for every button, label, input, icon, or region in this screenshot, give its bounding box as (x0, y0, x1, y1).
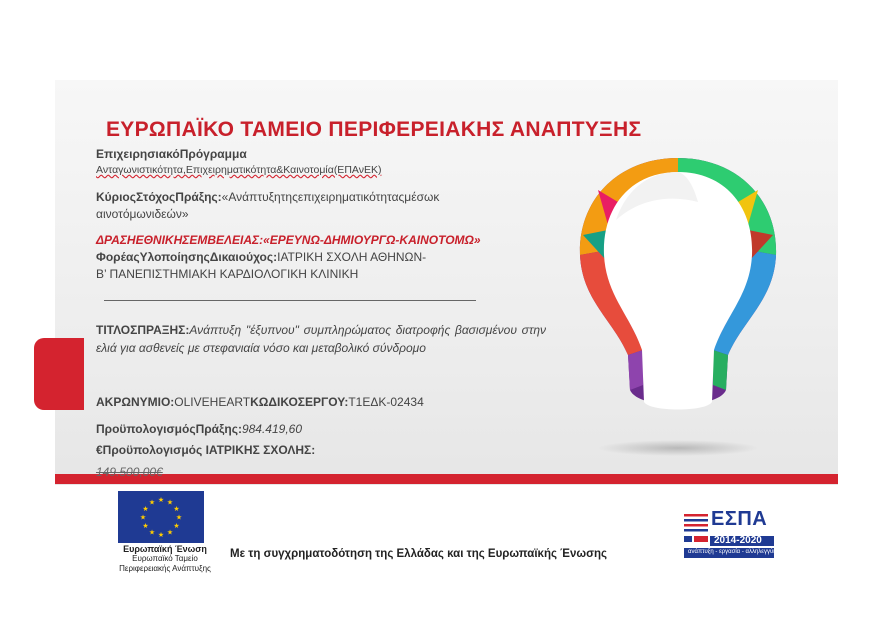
svg-text:★: ★ (142, 505, 149, 513)
acronym-label: ΑΚΡΩΝΥΜΙΟ: (96, 395, 175, 409)
eu-fund-line1: Ευρωπαϊκό Ταμείο (132, 554, 198, 563)
program-label: ΕπιχειρησιακόΠρόγραμμα (96, 147, 247, 161)
divider-line (104, 300, 476, 301)
acronym-value: OLIVEHEART (174, 395, 251, 409)
svg-text:★: ★ (148, 528, 156, 537)
svg-text:★: ★ (173, 505, 180, 513)
beneficiary-line-1 (96, 249, 426, 266)
espa-years: 2014-2020 (714, 535, 762, 546)
code-label: ΚΩΔΙΚΟΣΕΡΓΟΥ: (250, 395, 349, 409)
code-value: Τ1ΕΔΚ-02434 (348, 395, 424, 409)
espa-logo (684, 508, 776, 565)
svg-text:★: ★ (148, 498, 156, 507)
espa-title: ΕΣΠΑ (711, 508, 768, 530)
goal-value-line2: αινοτόμωνιδεών» (96, 207, 189, 221)
project-title-label: ΤΙΤΛΟΣΠΡΑΞΗΣ: (96, 323, 190, 337)
budget-line (96, 421, 302, 438)
red-side-tab (34, 338, 84, 410)
eu-caption (110, 544, 220, 574)
svg-text:★: ★ (142, 522, 149, 530)
eu-flag-icon (118, 491, 204, 543)
beneficiary-label: ΦορέαςΥλοποίησηςΔικαιούχος: (96, 250, 278, 264)
action-heading: ΔΡΑΣΗΕΘΝΙΚΗΣΕΜΒΕΛΕΙΑΣ:«ΕΡΕΥΝΩ-ΔΗΜΙΟΥΡΓΩ-ΚΑΙΝΟΤΟΜΩ» (96, 233, 481, 247)
svg-text:★: ★ (139, 513, 147, 522)
program-value: Ανταγωνιστικότητα,Επιχειρηματικότητα&Καινοτομία(ΕΠΑνΕΚ) (96, 164, 382, 176)
eu-fund-line2: Περιφερειακής Ανάπτυξης (119, 564, 211, 573)
budget-label: ΠροϋπολογισμόςΠράξης: (96, 422, 242, 436)
svg-text:★: ★ (166, 498, 174, 507)
budget-value: 984.419,60 (241, 422, 303, 436)
red-bottom-band (55, 474, 838, 484)
svg-text:★: ★ (157, 531, 165, 539)
page-title: ΕΥΡΩΠΑΪΚΟ ΤΑΜΕΙΟ ΠΕΡΙΦΕΡΕΙΑΚΗΣ ΑΝΑΠΤΥΞΗΣ (106, 118, 642, 141)
svg-text:★: ★ (166, 528, 174, 537)
project-title-value: Ανάπτυξη "έξυπνου" συμπληρώματος διατροφής βασισμένου στην ελιά για ασθενείς με στεφανιαία νόσο και μεταβολικό σύνδρομο (96, 323, 546, 355)
svg-text:★: ★ (173, 522, 180, 530)
budget-school-value: 149.500,00€ (96, 465, 163, 479)
beneficiary-value-line1: ΙΑΤΡΙΚΗ ΣΧΟΛΗ ΑΘΗΝΩΝ- (277, 250, 427, 264)
goal-label: ΚύριοςΣτόχοςΠράξης: (96, 190, 222, 204)
project-title-block (96, 321, 546, 357)
lightbulb-illustration (568, 150, 788, 460)
beneficiary-value-line2: Β’ ΠΑΝΕΠΙΣΤΗΜΙΑΚΗ ΚΑΡΔΙΟΛΟΓΙΚΗ ΚΛΙΝΙΚΗ (96, 267, 359, 281)
eu-name: Ευρωπαϊκή Ένωση (123, 544, 207, 554)
budget-school-label: €Προϋπολογισμός ΙΑΤΡΙΚΗΣ ΣΧΟΛΗΣ: (96, 443, 316, 457)
acronym-code-line (96, 394, 424, 411)
svg-text:★: ★ (157, 496, 165, 504)
espa-slogan: ανάπτυξη - εργασία - αλληλεγγύη (688, 549, 777, 555)
cofinance-text: Με τη συγχρηματοδότηση της Ελλάδας και της Ευρωπαϊκής Ένωσης (230, 548, 607, 560)
goal-value-line1: «Ανάπτυξητηςεπιχειρηματικότηταςμέσωκ (221, 190, 440, 204)
svg-text:★: ★ (175, 513, 183, 522)
goal-line-1 (96, 189, 439, 206)
